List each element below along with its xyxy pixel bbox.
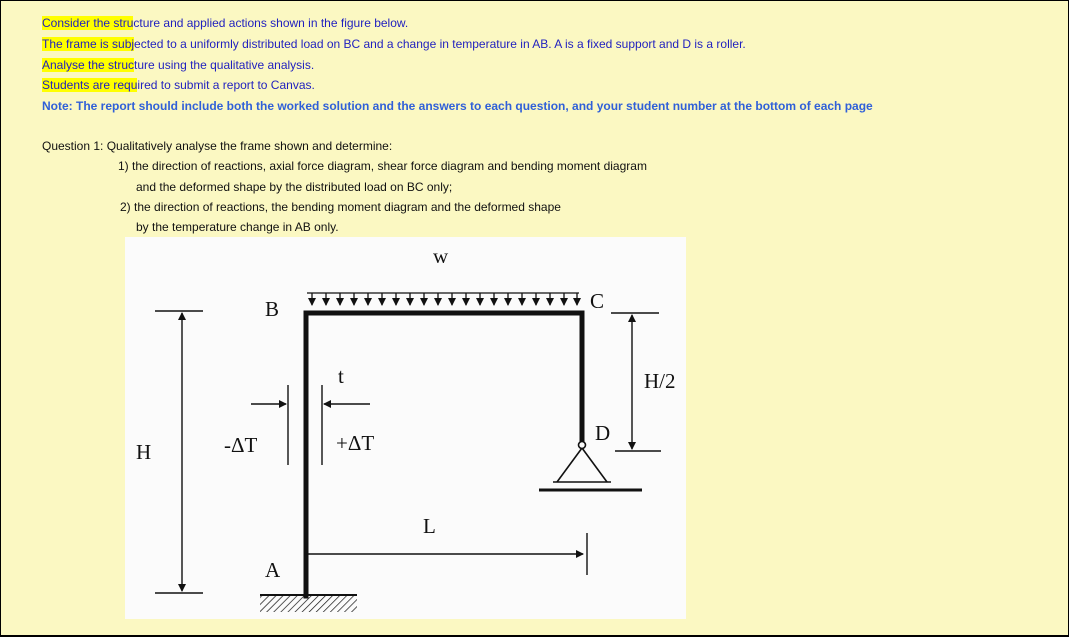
temperature-label-plus: +ΔT: [336, 431, 375, 455]
temperature-label-minus: -ΔT: [224, 433, 258, 457]
instruction-line-2: The frame is subjected to a uniformly distributed load on BC and a change in temperature in AB. A is a fixed support and D is a roller.: [42, 36, 746, 51]
question-title: Question 1: Qualitatively analyse the frame shown and determine:: [42, 139, 393, 153]
question-item-2: 2) the direction of reactions, the bending moment diagram and the deformed shape: [120, 200, 561, 214]
instructions: [42, 13, 873, 117]
question-item-1: 1) the direction of reactions, axial force diagram, shear force diagram and bending moment diagram: [118, 159, 647, 173]
report-note: Note: The report should include both the worked solution and the answers to each question, and your student number at the bottom of each page: [42, 99, 873, 114]
roller-support: [539, 442, 642, 491]
dimension-label-h-half: H/2: [644, 369, 676, 393]
load-label-w: w: [433, 244, 449, 268]
fixed-support: [260, 595, 357, 612]
frame-figure: [125, 237, 686, 619]
thickness-label-t: t: [338, 364, 344, 388]
node-label-b: B: [265, 297, 280, 321]
distributed-load: [307, 293, 579, 305]
node-label-d: D: [595, 421, 611, 445]
question-item-1-cont: and the deformed shape by the distributed load on BC only;: [136, 180, 453, 194]
node-label-c: C: [590, 289, 605, 313]
question-item-2-cont: by the temperature change in AB only.: [136, 220, 339, 234]
node-label-a: A: [265, 558, 281, 582]
dimension-label-h: H: [136, 440, 152, 464]
instruction-line-1: Consider the structure and applied actions shown in the figure below.: [42, 16, 409, 30]
l-dimension: [306, 533, 587, 575]
h-dimension: [155, 311, 203, 593]
instruction-line-4: Students are required to submit a report to Canvas.: [42, 78, 315, 93]
instruction-line-3: Analyse the structure using the qualitative analysis.: [42, 57, 315, 72]
frame-diagram: [125, 237, 686, 619]
dimension-label-l: L: [423, 514, 436, 538]
